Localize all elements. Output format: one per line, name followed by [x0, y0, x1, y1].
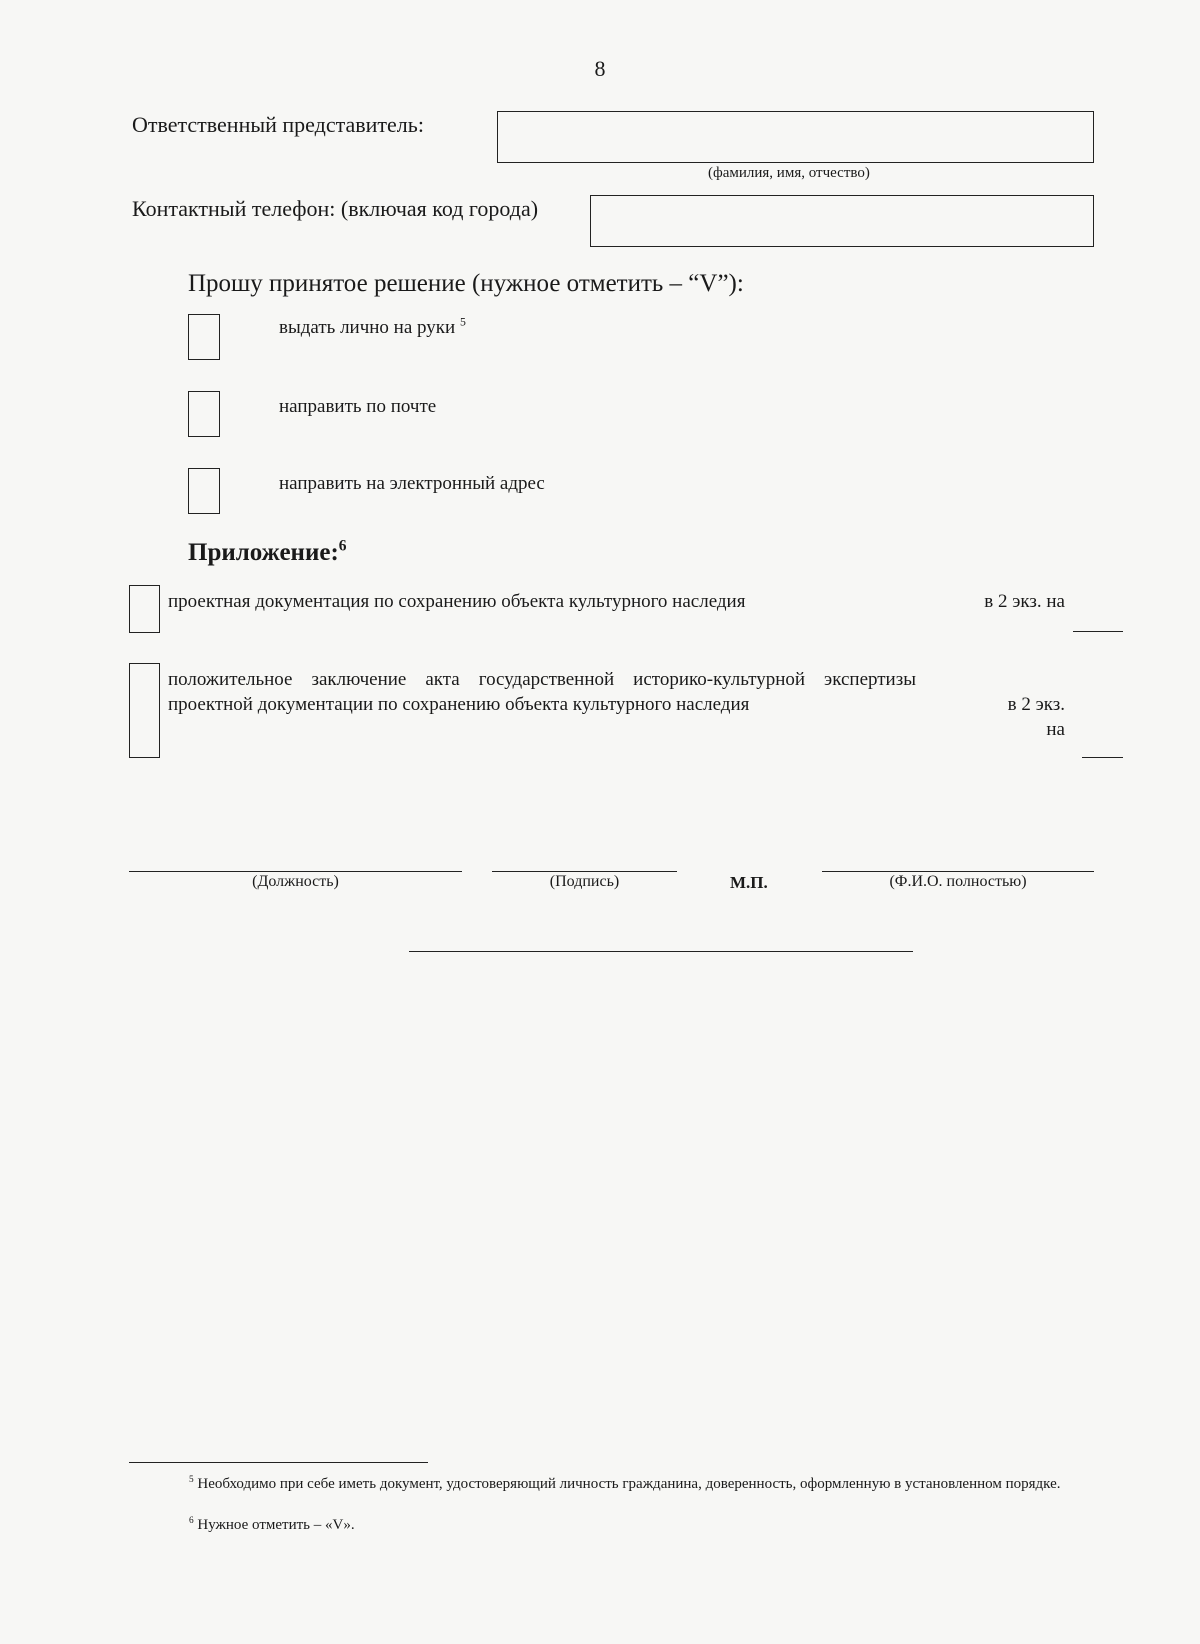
request-heading: Прошу принятое решение (нужное отметить – “V”): [188, 270, 744, 297]
footnote-6: $^6$ Нужное отметить – «V». [189, 1516, 355, 1533]
full-name-caption: (Ф.И.О. полностью) [889, 873, 1027, 890]
attachment-text-expertise: положительное заключение акта государственной историко-культурной экспертизы проектной документации по сохранению объекта культурного наследия [168, 669, 916, 715]
stamp-place: М.П. [730, 873, 768, 892]
responsible-label: Ответственный представитель: [132, 112, 424, 137]
option-label-email: направить на электронный адрес [279, 473, 545, 494]
responsible-caption: (фамилия, имя, отчество) [708, 165, 870, 181]
footnote-ref-5: 5 [459, 315, 466, 329]
signature-line[interactable] [492, 871, 677, 872]
footnote-ref-6: 6 [338, 537, 347, 555]
option-checkbox-email[interactable] [188, 468, 220, 514]
option-checkbox-mail[interactable] [188, 391, 220, 437]
attachment-checkbox-project-docs[interactable] [129, 585, 160, 633]
attachment-copies-expertise [960, 692, 1065, 742]
signature-caption: (Подпись) [549, 873, 620, 890]
attachment-copies-project-docs: в 2 экз. на [984, 591, 1065, 612]
attachment-copies-expertise-na: на [1046, 719, 1065, 740]
position-line[interactable] [129, 871, 462, 872]
option-label-mail: направить по почте [279, 396, 437, 417]
footnote-separator [129, 1462, 428, 1463]
full-name-line[interactable] [822, 871, 1094, 872]
attachment-checkbox-expertise[interactable] [129, 663, 160, 758]
option-label-in-person: выдать лично на руки $^5$ [279, 315, 466, 338]
phone-field[interactable] [590, 195, 1094, 247]
option-checkbox-in-person[interactable] [188, 314, 220, 360]
position-caption: (Должность) [252, 873, 339, 890]
page-number: 8 [594, 56, 606, 81]
attachment-text-project-docs: проектная документация по сохранению объекта культурного наследия [168, 591, 746, 612]
attachment-sheets-line-project-docs[interactable] [1073, 631, 1123, 632]
attachment-copies-expertise-count: в 2 экз. [1007, 694, 1065, 715]
phone-label: Контактный телефон: (включая код города) [132, 196, 539, 221]
footnote-5: $^5$ Необходимо при себе иметь документ, удостоверяющий личность гражданина, доверенность, оформленную в установленном порядке. [189, 1475, 1061, 1492]
attachment-sheets-line-expertise[interactable] [1082, 757, 1123, 758]
end-separator [409, 951, 913, 952]
attachments-heading: Приложение:$^6$ [188, 537, 347, 566]
responsible-name-field[interactable] [497, 111, 1094, 163]
